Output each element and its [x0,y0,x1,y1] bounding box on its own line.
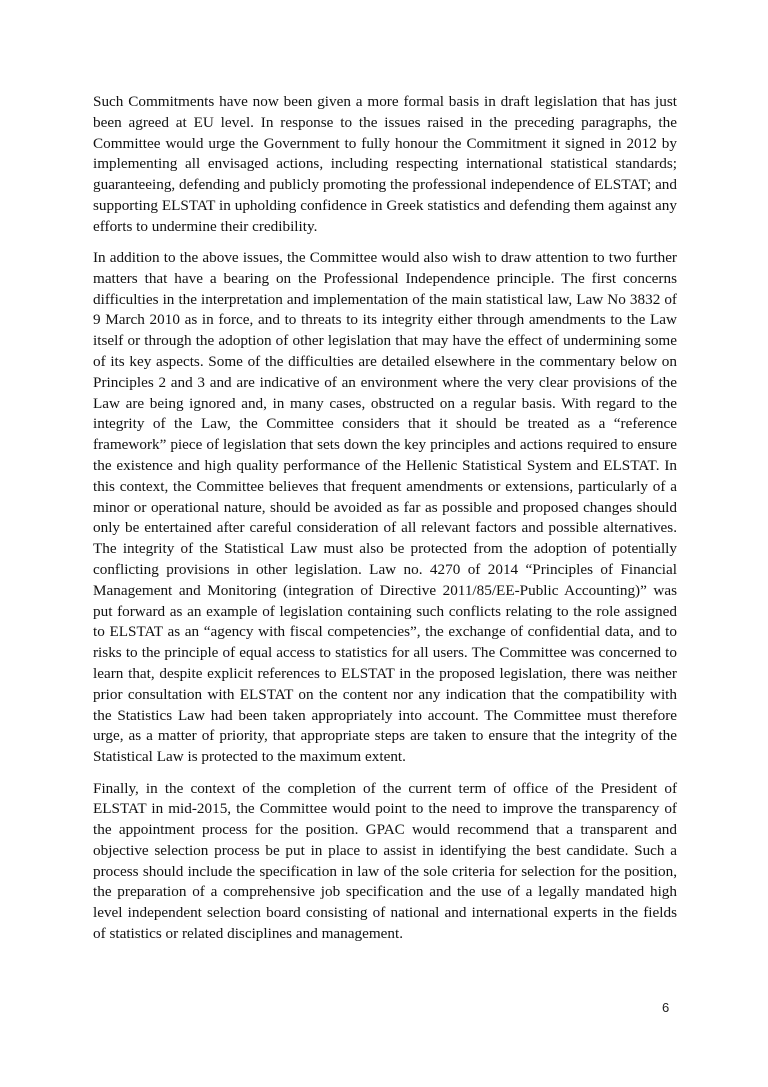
page-number: 6 [662,1000,670,1015]
paragraph-statistical-law-integrity: In addition to the above issues, the Committee would also wish to draw attention to two further matters that have a bearing on the Professional Independence principle. The first concerns difficulties in the interpretation and implementation of the main statistical law, Law No 3832 of 9 March 2010 as in force, and to threats to its integrity either through amendments to the Law itself or through the adoption of other legislation that may have the effect of undermining some of its key aspects. Some of the difficulties are detailed elsewhere in the commentary below on Principles 2 and 3 and are indicative of an environment where the very clear provisions of the Law are being ignored and, in many cases, obstructed on a regular basis. With regard to the integrity of the Law, the Committee considers that it should be treated as a “reference framework” piece of legislation that sets down the key principles and actions required to ensure the existence and high quality performance of the Hellenic Statistical System and ELSTAT. In this context, the Committee believes that frequent amendments or extensions, particularly of a minor or operational nature, should be avoided as far as possible and proposed changes should only be entertained after careful consideration of all relevant factors and possible alternatives. The integrity of the Statistical Law must also be protected from the adoption of potentially conflicting provisions in other legislation. Law no. 4270 of 2014 “Principles of Financial Management and Monitoring (integration of Directive 2011/85/EE-Public Accounting)” was put forward as an example of legislation containing such conflicts relating to the role assigned to ELSTAT as an “agency with fiscal competencies”, the exchange of confidential data, and to risks to the principle of equal access to statistics for all users. The Committee was concerned to learn that, despite explicit references to ELSTAT in the proposed legislation, there was neither prior consultation with ELSTAT on the content nor any indication that the compatibility with the Statistics Law had been taken appropriately into account. The Committee must therefore urge, as a matter of priority, that appropriate steps are taken to ensure that the integrity of the Statistical Law is protected to the maximum extent. [93,249,677,766]
paragraph-president-appointment: Finally, in the context of the completion of the current term of office of the President of ELSTAT in mid-2015, the Committee would point to the need to improve the transparency of the appointment process for the position. GPAC would recommend that a transparent and objective selection process be put in place to assist in identifying the best candidate. Such a process should include the specification in law of the sole criteria for selection for the position, the preparation of a comprehensive job specification and the use of a legally mandated high level independent selection board consisting of national and international experts in the fields of statistics or related disciplines and management. [93,779,677,943]
body-text [93,92,677,955]
paragraph-commitments: Such Commitments have now been given a more formal basis in draft legislation that has just been agreed at EU level. In response to the issues raised in the preceding paragraphs, the Committee would urge the Government to fully honour the Commitment it signed in 2012 by implementing all envisaged actions, including respecting international statistical standards; guaranteeing, defending and publicly promoting the professional independence of ELSTAT; and supporting ELSTAT in upholding confidence in Greek statistics and defending them against any efforts to undermine their credibility. [93,93,677,235]
